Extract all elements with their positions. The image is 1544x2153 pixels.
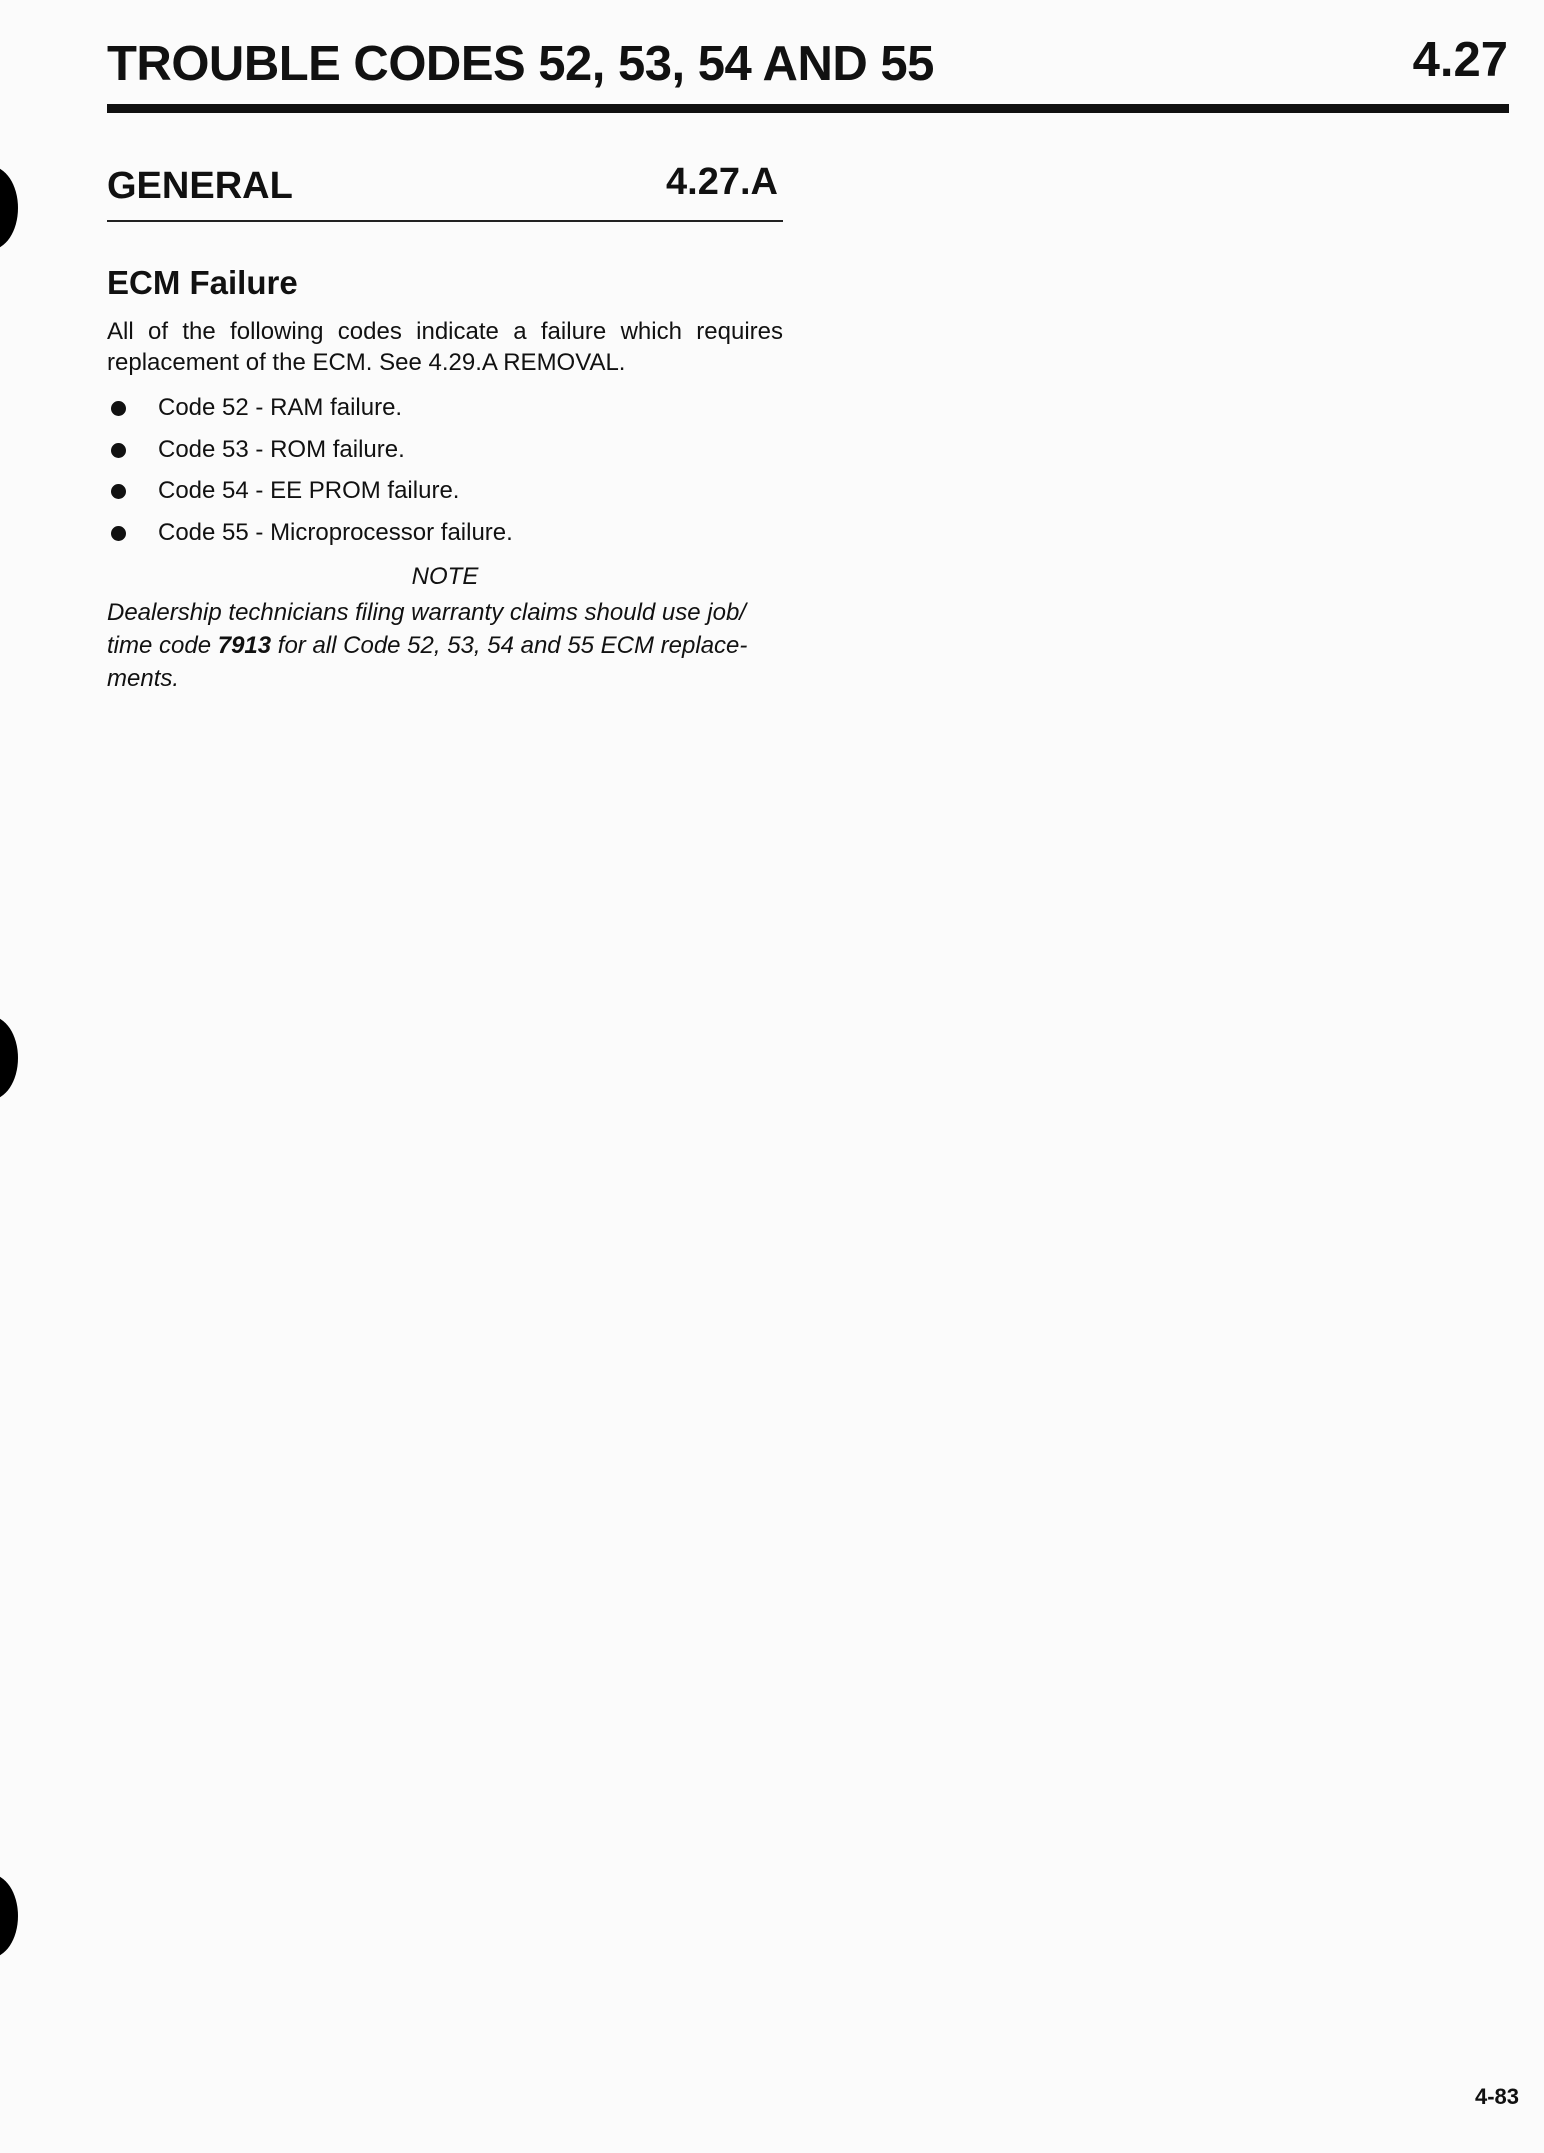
chapter-number: 4.27 — [1412, 33, 1508, 87]
binder-hole — [0, 166, 18, 250]
bullet-icon — [111, 401, 126, 416]
bullet-icon — [111, 443, 126, 458]
bullet-icon — [111, 484, 126, 499]
note-label: NOTE — [411, 563, 479, 590]
binder-hole — [0, 1874, 18, 1958]
code-description: Code 54 - EE PROM failure. — [158, 477, 460, 504]
subsection-heading: ECM Failure — [107, 264, 298, 301]
bullet-icon — [111, 526, 126, 541]
page-number: 4-83 — [1474, 2084, 1519, 2109]
note-text — [107, 596, 783, 695]
section-number: 4.27.A — [666, 161, 778, 203]
note-text-start: Dealership technicians filing warranty claims should use job/ time code — [107, 599, 746, 659]
job-time-code: 7913 — [217, 632, 272, 659]
code-description: Code 55 - Microprocessor failure. — [158, 518, 513, 546]
binder-hole — [0, 1016, 18, 1100]
trouble-code-list — [107, 392, 783, 558]
code-description: Code 53 - ROM failure. — [158, 435, 405, 463]
chapter-divider — [107, 104, 1509, 113]
list-item — [107, 475, 783, 517]
chapter-title: TROUBLE CODES 52, 53, 54 AND 55 — [107, 37, 934, 91]
list-item — [107, 434, 783, 476]
section-heading: GENERAL — [107, 165, 293, 207]
list-item — [107, 392, 783, 434]
intro-paragraph: All of the following codes indicate a failure which requires replacement of the ECM. See 4.29.A REMOVAL. — [107, 318, 783, 376]
note-text-end: for all Code 52, 53, 54 and 55 ECM replace-ments. — [107, 632, 748, 692]
section-divider — [107, 220, 783, 222]
list-item — [107, 517, 783, 559]
code-description: Code 52 - RAM failure. — [158, 394, 403, 421]
